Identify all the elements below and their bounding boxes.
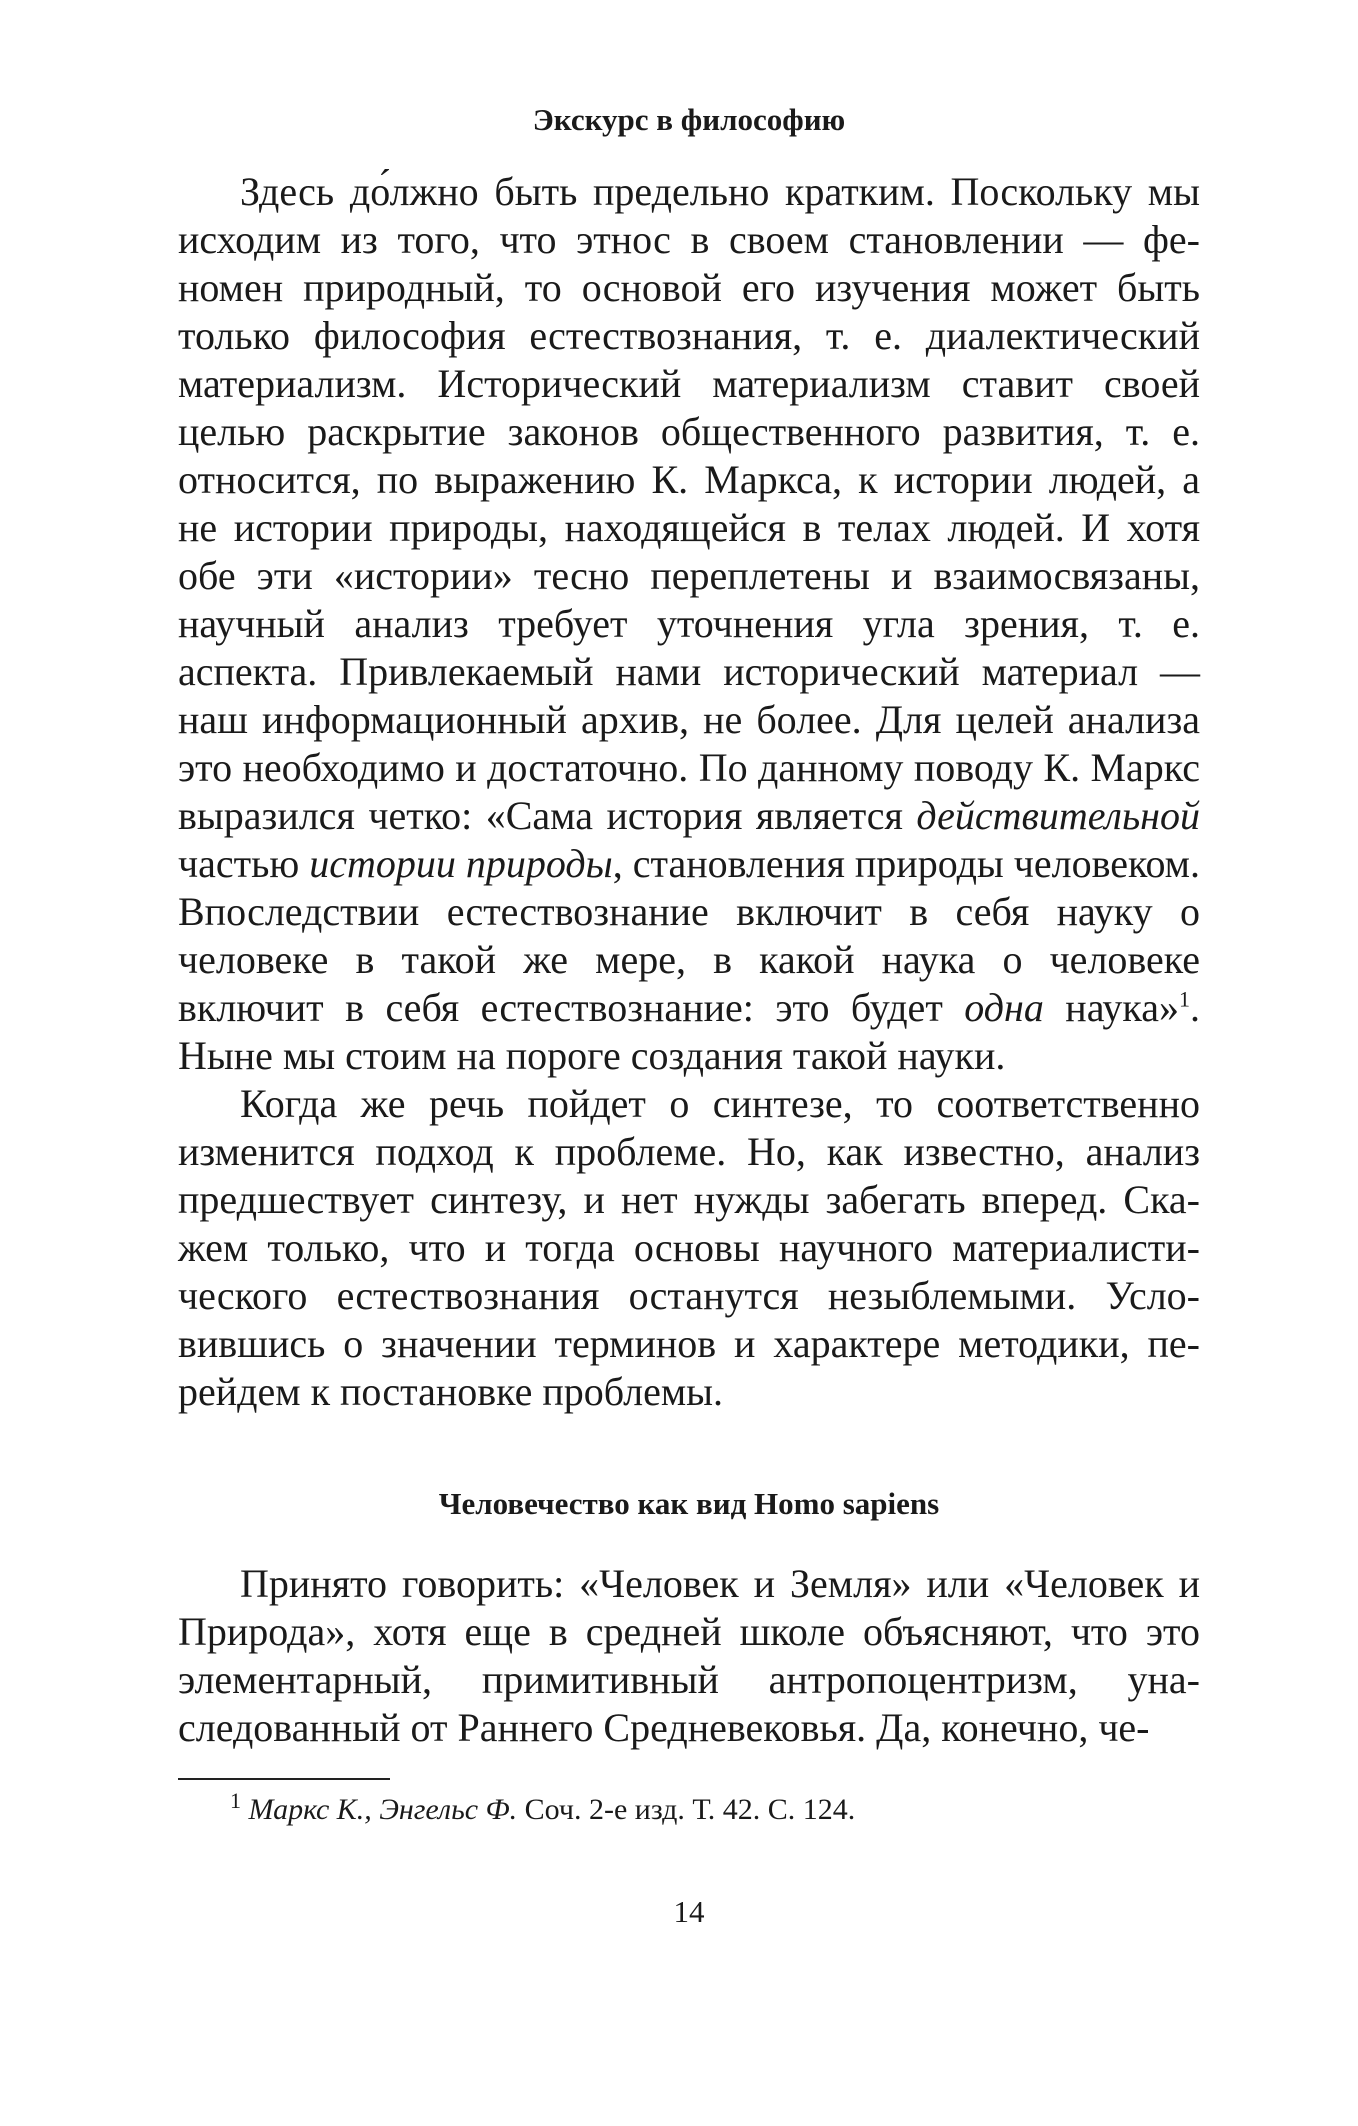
footnote-reference: 1 — [1179, 986, 1190, 1012]
book-page — [178, 100, 1200, 1932]
paragraph-1-text-b: частью — [178, 841, 310, 886]
section-heading-humanity: Человечество как вид Homo sapiens — [438, 1486, 940, 1521]
paragraph-1-text-c: , становления природы человеком. Впоследствии естествознание включит в себя науку о человеке в такой же мере, в какой наука о человеке включит в себя естествознание: это будет — [178, 841, 1200, 1030]
paragraph-1-italic-b: истории природы — [309, 841, 613, 886]
paragraph-1-text-e: . Ныне мы стоим на пороге создания такой науки. — [178, 985, 1200, 1078]
paragraph-3: Принято говорить: «Человек и Земля» или «Человек и Природа», хотя еще в средней школе объясняют, что это элементарный, примитивный антропоцентризм, унаследованный от Раннего Средневековья. Да, конечно, че- — [178, 1561, 1200, 1750]
paragraph-1-text-d: наука» — [1043, 985, 1179, 1030]
footnote-marker: 1 — [230, 1788, 241, 1813]
footnote-divider — [178, 1778, 390, 1780]
section-heading-philosophy: Экскурс в философию — [532, 102, 846, 137]
paragraph-1 — [178, 168, 1200, 1080]
footnote — [178, 1790, 1200, 1830]
paragraph-1-italic-c: одна — [964, 985, 1044, 1030]
page-number: 14 — [673, 1894, 705, 1929]
footnote-source: Соч. 2-е изд. Т. 42. С. 124. — [517, 1793, 856, 1826]
paragraph-2: Когда же речь пойдет о синтезе, то соответственно изменится подход к проблеме. Но, как известно, анализ предшествует синтезу, и нет нужды забегать вперед. Скажем только, что и тогда основы научного материалистического естествознания останутся незыблемыми. Условившись о значении терминов и характере методики, перейдем к постановке проблемы. — [178, 1081, 1200, 1414]
paragraph-1-italic-a: действительной — [916, 793, 1200, 838]
paragraph-1-text-a: Здесь до́лжно быть предельно кратким. Поскольку мы исходим из того, что этнос в своем становлении — феномен природный, то основой его изучения может быть только философия естествознания, т. е. диалектический материализм. Исторический материализм ставит своей целью раскрытие законов общественного развития, т. е. относится, по выражению К. Маркса, к истории людей, а не истории природы, находящейся в телах людей. И хотя обе эти «истории» тесно переплетены и взаимосвязаны, научный анализ требует уточнения угла зрения, т. е. аспекта. Привлекаемый нами исторический материал — наш информационный архив, не более. Для целей анализа это необходимо и достаточно. По данному поводу К. Маркс выразился четко: «Сама история является — [178, 169, 1200, 838]
footnote-author: Маркс К., Энгельс Ф. — [248, 1793, 518, 1826]
